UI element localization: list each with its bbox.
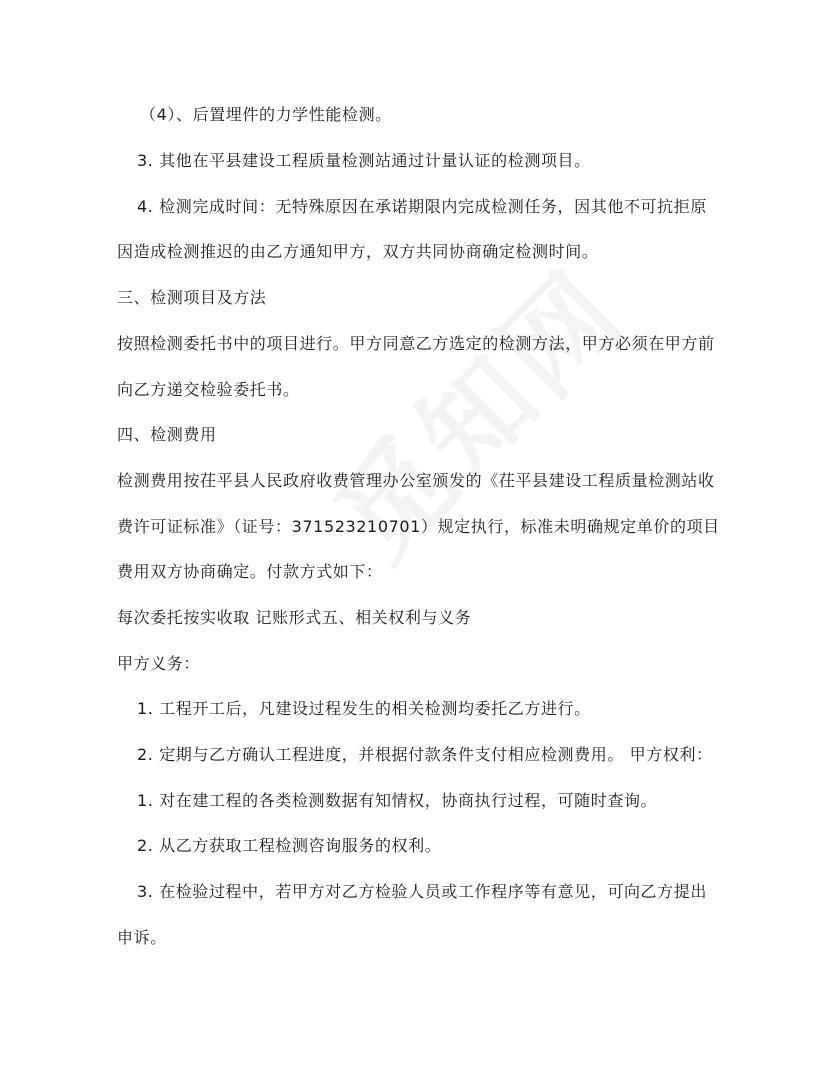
text-line: 每次委托按实收取 记账形式五、相关权利与义务	[117, 608, 472, 627]
list-item: 2. 从乙方获取工程检测咨询服务的权利。	[137, 836, 442, 855]
text-line: 检测费用按茌平县人民政府收费管理办公室颁发的《茌平县建设工程质量检测站收	[117, 471, 715, 490]
text-line: （4）、后置埋件的力学性能检测。	[140, 105, 392, 124]
text-line: 3. 其他在平县建设工程质量检测站通过计量认证的检测项目。	[137, 151, 591, 170]
list-item: 3. 在检验过程中，若甲方对乙方检验人员或工作程序等有意见，可向乙方提出	[137, 882, 707, 901]
list-item: 2. 定期与乙方确认工程进度，并根据付款条件支付相应检测费用。 甲方权利：	[137, 745, 713, 764]
text-line: 因造成检测推迟的由乙方通知甲方，双方共同协商确定检测时间。	[117, 242, 599, 261]
text-line: 费许可证标准》（证号：371523210701）规定执行，标准未明确规定单价的项目	[117, 517, 720, 536]
text-line: 按照检测委托书中的项目进行。甲方同意乙方选定的检测方法，甲方必须在甲方前	[117, 334, 715, 353]
list-item: 1. 对在建工程的各类检测数据有知情权，协商执行过程，可随时查询。	[137, 791, 658, 810]
section-heading: 四、检测费用	[117, 425, 217, 444]
section-heading: 三、检测项目及方法	[117, 288, 267, 307]
list-item: 1. 工程开工后，凡建设过程发生的相关检测均委托乙方进行。	[137, 699, 591, 718]
text-line: 4. 检测完成时间：无特殊原因在承诺期限内完成检测任务，因其他不可抗拒原	[137, 197, 707, 216]
text-line: 费用双方协商确定。付款方式如下：	[117, 562, 383, 581]
text-line: 向乙方递交检验委托书。	[117, 380, 300, 399]
text-line: 申诉。	[117, 928, 167, 947]
text-line: 甲方义务：	[117, 654, 201, 673]
